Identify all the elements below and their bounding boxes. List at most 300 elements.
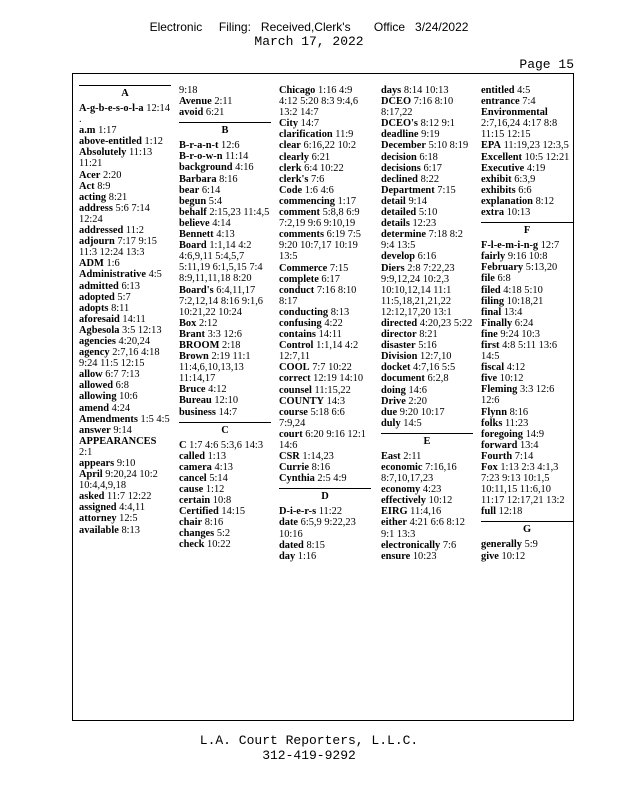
index-word: Board [179, 240, 207, 252]
index-word: Environmental [481, 107, 548, 119]
index-word: detail [381, 195, 406, 207]
index-word: appears [79, 458, 115, 469]
index-word: forward [481, 439, 518, 451]
index-word: disaster [381, 340, 416, 352]
index-word: allow [79, 369, 103, 381]
index-entry [381, 263, 473, 318]
index-word: camera [179, 461, 212, 473]
page-line-refs: 6:14 [201, 184, 221, 196]
index-word: Cynthia [279, 473, 315, 485]
index-entry [179, 517, 271, 528]
index-entry [481, 506, 573, 517]
index-entry [481, 318, 573, 329]
page-line-refs: 6:16,22 10:2 [303, 140, 357, 152]
page-line-refs: 6:6 [518, 184, 532, 196]
index-entry [179, 440, 271, 451]
transcript-date: March 17, 2022 [254, 34, 364, 49]
index-entry [179, 207, 271, 218]
page-line-refs: 6:17 [423, 162, 442, 174]
section-letter: C [179, 422, 271, 437]
section-letter: D [279, 488, 371, 503]
index-word: attorney [79, 513, 117, 525]
page-line-refs: 4:22 [324, 317, 343, 329]
index-word: five [481, 373, 498, 385]
page-line-refs: 14:5 [403, 417, 422, 429]
index-entry [279, 196, 371, 207]
page-line-refs: 7:6 [442, 539, 457, 551]
page-line-refs: 1:6 4:6 [304, 184, 334, 196]
page-line-refs: 14:6 [408, 384, 427, 396]
page-line-refs: 14:11 [122, 313, 146, 325]
index-word: B-r-a-n-t [179, 140, 219, 152]
index-word: background [179, 162, 233, 174]
index-entry [79, 369, 171, 380]
page-line-refs: 14:3 [326, 395, 346, 407]
page-line-refs: 4:12 [208, 384, 227, 396]
index-entry [279, 473, 371, 484]
index-word: Box [179, 317, 197, 329]
page-line-refs: 2:7,16,24 4:17 8:8 11:15 12:15 [481, 118, 558, 141]
index-column [481, 85, 573, 562]
index-entry [279, 307, 371, 318]
page-line-refs: 6:8 [115, 380, 129, 392]
index-entry [481, 273, 573, 284]
index-entry [481, 362, 573, 373]
index-word: fairly [481, 251, 506, 263]
index-word: economy [381, 484, 421, 496]
index-entry [381, 96, 473, 118]
index-word: answer [79, 424, 111, 436]
page-line-refs: 11:7 12:22 [107, 491, 152, 503]
index-word: cancel [179, 472, 207, 484]
index-word: Bureau [179, 395, 212, 407]
index-word: conducting [279, 306, 329, 318]
index-word: APPEARANCES [79, 435, 157, 447]
index-entry [381, 517, 473, 539]
index-word: Fleming [481, 384, 518, 396]
index-entry [279, 207, 371, 229]
index-word: check [179, 539, 205, 551]
index-entry [179, 218, 271, 229]
index-word: December [381, 140, 426, 152]
index-entry [279, 385, 371, 396]
index-entry [79, 325, 171, 336]
page-line-refs: 13:4 [503, 306, 523, 318]
page-line-refs: 4:19 [526, 162, 546, 174]
index-entry [79, 491, 171, 502]
index-entry [481, 85, 573, 96]
page-line-refs: 5:6 7:14 12:24 [79, 202, 150, 225]
page-line-refs: 1:1,14 4:2 12:7,11 [279, 340, 359, 363]
page-line-refs: 12:7 [540, 240, 560, 252]
index-entry [381, 251, 473, 262]
page-line-refs: 10:18,21 [506, 295, 544, 307]
index-word: Amendments [79, 413, 138, 425]
index-word: Flynn [481, 406, 507, 418]
index-word: called [179, 450, 205, 462]
index-word: clerk [279, 162, 302, 174]
index-word: Currie [279, 462, 310, 474]
index-entry [179, 96, 271, 107]
index-entry [481, 418, 573, 429]
index-entry [79, 391, 171, 402]
index-word: Certified [179, 506, 219, 518]
index-word: economic [381, 462, 423, 473]
index-word: City [279, 118, 299, 130]
index-word: a.m [79, 125, 96, 137]
index-entry [481, 340, 573, 362]
index-word: day [279, 550, 296, 562]
index-entry [279, 163, 371, 174]
index-entry [79, 469, 171, 491]
index-word: EPA [481, 140, 502, 152]
index-entry [79, 125, 171, 136]
index-entry [481, 539, 573, 550]
page-line-refs: 3:3 12:6 [207, 328, 242, 340]
page-line-refs: 8:16 [204, 517, 224, 529]
index-entry [381, 229, 473, 251]
page-line-refs: 7:16 8:10 8:17 [279, 284, 357, 307]
index-word: doing [381, 384, 406, 396]
section-letter: A [79, 85, 171, 100]
index-entry [381, 540, 473, 551]
index-frame [72, 73, 574, 721]
page-line-refs: 7:15 [329, 262, 349, 274]
page-line-refs: 9:14 [113, 424, 132, 436]
index-entry [481, 152, 573, 163]
page-line-refs: 1:12 [205, 484, 225, 495]
page-line-refs: 6:13 [121, 280, 140, 292]
page-line-refs: 1:5 4:5 [140, 413, 170, 425]
index-entry [279, 362, 371, 373]
index-entry [381, 551, 473, 562]
index-word: detailed [381, 207, 417, 219]
index-word: B-r-o-w-n [179, 151, 223, 163]
page-line-refs: 3:5 12:13 [122, 324, 162, 336]
page-line-refs: 10:6 [119, 391, 138, 403]
index-entry [179, 528, 271, 539]
index-word: admitted [79, 280, 119, 292]
index-word: days [381, 85, 402, 96]
index-entry [381, 362, 473, 373]
page-line-refs: 4:5 [148, 269, 162, 281]
index-entry [179, 185, 271, 196]
index-word: electronically [381, 539, 441, 551]
index-entry [481, 307, 573, 318]
index-entry [79, 336, 171, 347]
index-word: Division [381, 351, 418, 363]
page-line-refs: 12:14 . [79, 103, 170, 126]
index-word: Diers [381, 262, 405, 274]
page-line-refs: 6:21 [311, 151, 331, 163]
index-entry [381, 129, 473, 140]
index-word: East [381, 450, 401, 462]
index-word: declined [381, 173, 418, 185]
page-line-refs: 11:13 11:21 [79, 147, 153, 170]
index-word: aforesaid [79, 313, 120, 325]
index-entry [79, 203, 171, 225]
index-column [179, 85, 271, 551]
index-word: agencies [79, 335, 116, 347]
page-line-refs: 9:20,24 10:2 10:4,4,9,18 [79, 469, 158, 492]
index-word: begun [179, 195, 207, 207]
index-word: changes [179, 528, 215, 540]
index-word: decision [381, 151, 417, 163]
index-entry [279, 263, 371, 274]
page-line-refs: 1:17 [337, 195, 357, 207]
page-line-refs: 11:14 [225, 151, 249, 163]
page-line-refs: 7:16,16 8:7,10,17,23 [381, 462, 457, 485]
page-line-refs: 6:4,11,17 7:2,12,14 8:16 9:1,6 10:21,22 10:24 [179, 284, 263, 318]
page-line-refs: 2:20 [408, 395, 427, 407]
index-entry [179, 506, 271, 517]
index-word: Executive [481, 162, 525, 174]
index-word: date [279, 517, 299, 529]
index-entry [481, 251, 573, 262]
index-entry [481, 262, 573, 273]
index-entry [279, 85, 371, 118]
page-line-refs: 10:12 [501, 550, 526, 562]
index-entry [381, 318, 473, 329]
page-line-refs: 6:7 7:13 [105, 369, 140, 381]
index-word: docket [381, 362, 411, 374]
index-entry [381, 196, 473, 207]
index-entry [481, 407, 573, 418]
page-line-refs: 9:20 10:17 [399, 406, 445, 418]
index-entry [79, 303, 171, 314]
index-entry [481, 96, 573, 107]
index-entry [381, 207, 473, 218]
page-line-refs: 4:13 [214, 461, 233, 473]
index-entry [179, 85, 271, 96]
index-word: addressed [79, 225, 124, 237]
page-line-refs: 8:15 [306, 539, 325, 551]
index-word: agency [79, 347, 110, 359]
index-entry [79, 414, 171, 425]
page-line-refs: 2:11 [214, 96, 233, 108]
index-entry [179, 462, 271, 473]
page-line-refs: 2:11 [403, 450, 422, 462]
page-line-refs: 5:2 [216, 528, 231, 540]
index-entry [381, 385, 473, 396]
index-entry [481, 329, 573, 340]
page-line-refs: 4:4,11 [119, 502, 146, 514]
section-letter: F [481, 222, 573, 237]
index-entry [481, 451, 573, 462]
index-entry [481, 440, 573, 451]
index-word: A-g-b-e-s-o-l-a [79, 103, 144, 114]
index-word: Bruce [179, 384, 206, 396]
filing-stamp: Electronic Filing: Received,Clerk's Office 3/24/2022 [149, 20, 469, 34]
index-word: Acer [79, 169, 101, 181]
page-line-refs: 8:13 [330, 306, 350, 318]
page-line-refs: 2:18 [222, 339, 241, 351]
page-line-refs: 12:23 [412, 218, 437, 230]
index-word: allowed [79, 380, 114, 392]
index-word: ADM [79, 258, 104, 270]
index-entry [179, 107, 271, 118]
page-line-refs: 7:16 8:10 8:17,22 [381, 96, 454, 119]
index-word: dated [279, 539, 304, 551]
index-word: complete [279, 273, 319, 285]
index-word: first [481, 339, 500, 351]
index-entry [179, 351, 271, 384]
index-word: decisions [381, 162, 421, 174]
index-entry [79, 258, 171, 269]
index-word: Brant [179, 328, 205, 340]
page-line-refs: 8:16 [311, 462, 331, 474]
index-entry [79, 458, 171, 469]
page-line-refs: 12:18 [498, 506, 523, 518]
index-word: EIRG [381, 506, 408, 518]
index-word: Board's [179, 284, 214, 296]
index-entry [79, 425, 171, 436]
index-entry [381, 174, 473, 185]
page-line-refs: 8:16 [509, 406, 529, 418]
page-line-refs: 6:17 [321, 273, 340, 285]
index-entry [179, 484, 271, 495]
page-line-refs: 8:21 [419, 329, 438, 341]
page-line-refs: 8:22 [420, 173, 440, 185]
page-line-refs: 9:10 [116, 458, 136, 469]
page-line-refs: 12:5 [119, 513, 138, 525]
index-word: avoid [179, 107, 204, 119]
page-line-refs: 8:13 [121, 524, 140, 536]
page-line-refs: 14:15 [221, 506, 246, 518]
index-entry [481, 429, 573, 440]
index-entry [79, 225, 171, 236]
index-entry [179, 473, 271, 484]
page-line-refs: 6:8 [497, 273, 511, 285]
index-word: details [381, 218, 410, 230]
index-word: allowing [79, 391, 117, 403]
page-line-refs: 11:19,23 12:3,5 [503, 140, 569, 152]
index-entry [381, 495, 473, 506]
page-line-refs: 2:12 [198, 317, 218, 329]
page-line-refs: 10:5 12:21 [524, 151, 570, 163]
page-line-refs: 4:20,24 [118, 335, 151, 347]
index-entry [381, 407, 473, 418]
index-entry [381, 506, 473, 517]
page-line-refs: 11:4,16 [410, 506, 442, 518]
page-line-refs: 10:22 [207, 539, 231, 551]
index-entry [279, 540, 371, 551]
index-entry [381, 451, 473, 462]
index-entry [481, 240, 573, 251]
section-letter: B [179, 122, 271, 137]
page-line-refs: 9:18 [179, 85, 198, 96]
index-entry [179, 162, 271, 173]
index-entry [179, 240, 271, 284]
index-word: commencing [279, 195, 335, 207]
page-line-refs: 8:12 [535, 195, 555, 207]
page-line-refs: 4:18 5:10 [503, 284, 543, 296]
index-word: comment [279, 207, 320, 219]
index-word: Bennett [179, 229, 214, 241]
page-line-refs: 6:24 [514, 317, 534, 329]
index-column [279, 85, 371, 562]
page-line-refs: 11:2 [125, 225, 144, 237]
index-entry [279, 140, 371, 151]
index-word: behalf [179, 206, 207, 218]
page-line-refs: 1:13 2:3 4:1,3 7:23 9:13 10:1,5 10:11,15 11:6,10 11:17 12:17,21 13:2 [481, 462, 565, 507]
index-word: effectively [381, 495, 426, 507]
page-line-refs: 10:8 [212, 495, 232, 507]
page-line-refs: 2:8 7:22,23 9:9,12,24 10:2,3 10:10,12,14 11:1 11:5,18,21,21,22 12:12,17,20 13:1 [381, 262, 455, 318]
index-word: clear [279, 140, 301, 152]
index-entry [179, 539, 271, 550]
index-entry [381, 418, 473, 429]
index-word: April [79, 469, 103, 481]
index-word: clearly [279, 151, 309, 163]
page-line-refs: 4:14 [212, 217, 231, 229]
page-line-refs: 5:13,20 [525, 262, 558, 274]
index-word: entrance [481, 96, 520, 108]
index-column [381, 85, 473, 562]
index-entry [79, 513, 171, 524]
page-line-refs: 6:2,8 [427, 373, 449, 385]
index-entry [79, 314, 171, 325]
index-entry [79, 525, 171, 536]
page-line-refs: 4:24 [111, 402, 131, 414]
index-word: Fox [481, 462, 498, 473]
page-line-refs: 6:3,9 [514, 173, 536, 185]
page-line-refs: 11:23 [504, 417, 529, 429]
page-line-refs: 7:14 [514, 450, 534, 462]
page-line-refs: 8:12 9:1 [420, 118, 455, 130]
page-line-refs: 7:18 8:2 9:4 13:5 [381, 229, 463, 252]
index-word: foregoing [481, 428, 523, 440]
index-entry [79, 347, 171, 369]
page-line-refs: 12:7,10 [420, 351, 452, 363]
index-entry [481, 551, 573, 562]
page-line-refs: 3:3 12:6 12:6 [481, 384, 555, 407]
index-entry [279, 229, 371, 262]
page-line-refs: 4:13 [216, 229, 235, 241]
page-line-refs: 5:4 [208, 195, 223, 207]
index-entry [481, 285, 573, 296]
index-word: court [279, 428, 303, 440]
index-word: final [481, 306, 502, 318]
page-line-refs: 7:6 [311, 173, 325, 185]
index-word: full [481, 506, 497, 518]
page-line-refs: 7:15 [437, 184, 456, 196]
page-line-refs: 1:7 4:6 5:3,6 14:3 [189, 439, 264, 451]
page-line-refs: 14:7 [218, 406, 238, 418]
index-entry [279, 451, 371, 462]
index-word: D-i-e-r-s [279, 506, 317, 518]
page-line-refs: 11:22 [318, 506, 343, 518]
section-letter: G [481, 521, 573, 536]
index-entry [279, 174, 371, 185]
index-entry [79, 269, 171, 280]
index-word: filed [481, 284, 501, 296]
page-line-refs: 6:16 [417, 251, 437, 263]
index-word: contains [279, 329, 316, 341]
index-word: Administrative [79, 269, 146, 281]
index-entry [381, 218, 473, 229]
index-word: explanation [481, 195, 533, 207]
page-line-refs: 6:4 10:22 [304, 162, 344, 174]
page-line-refs: 5:10 8:19 [428, 140, 469, 152]
index-entry [381, 396, 473, 407]
index-entry [179, 395, 271, 406]
index-entry [79, 147, 171, 169]
index-word: counsel [279, 384, 312, 396]
index-entry [79, 502, 171, 513]
index-word: DCEO's [381, 118, 418, 130]
index-entry [179, 174, 271, 185]
